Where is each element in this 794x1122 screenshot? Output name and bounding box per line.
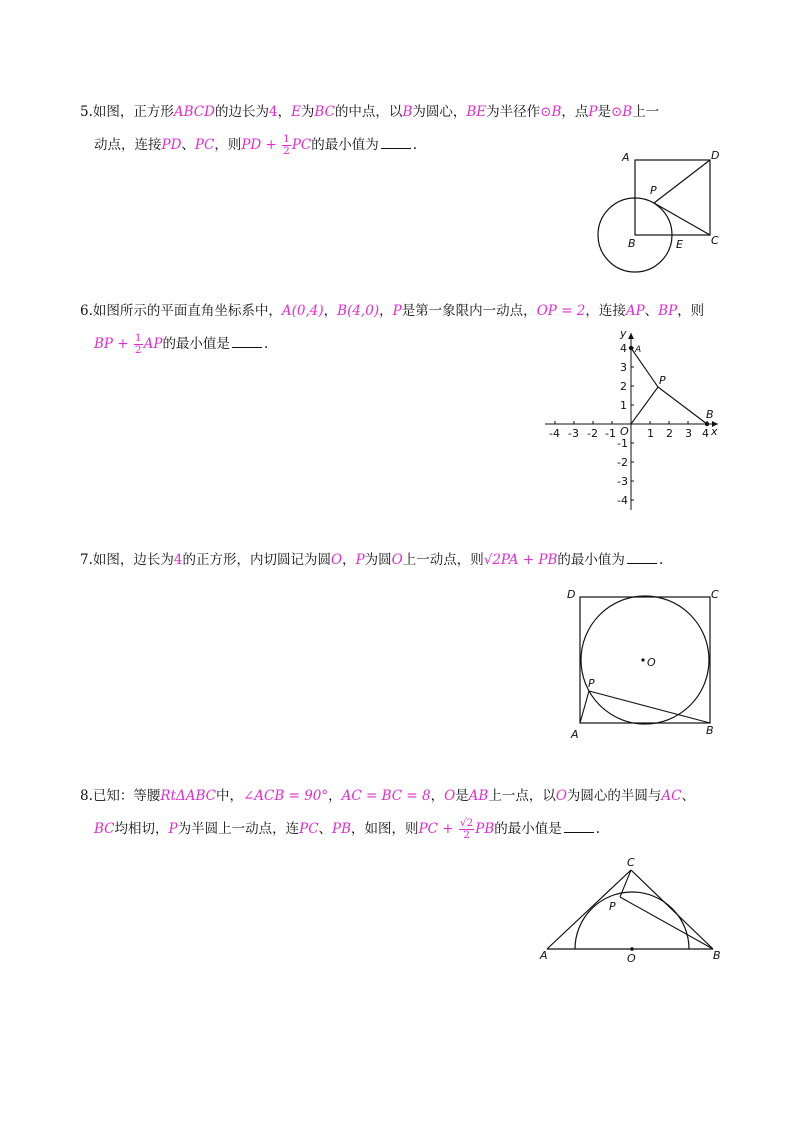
q6-figure [540,325,740,515]
q5-side: 4 [268,104,278,120]
q8-sep: ， [328,788,342,804]
q5-square: ABCD [173,104,215,120]
q6-x-tick-label: 2 [666,427,673,440]
q6-x-tick-label: 1 [647,427,654,440]
q5-point-b: B [622,104,633,120]
q6-x-tick-labels [549,427,709,440]
q5-expression: PD + [241,137,277,153]
q8-sep: ， [430,788,445,804]
q5-text: ， [277,104,292,120]
q5-text: 的边长为 [214,104,269,120]
q7-label-d: D [567,588,576,601]
q8-text: 是 [455,788,469,804]
q6-x-tick-label: 3 [685,427,692,440]
q6-y-tick-label: -1 [617,437,628,450]
q6-x-tick-label: -1 [605,427,616,440]
q7-point-o: O [330,552,343,568]
q8-fraction-num: √2 [459,817,474,829]
q8-center-dot [630,947,634,951]
q8-label-o: O [627,952,636,965]
q8-text: 上一点，以 [488,788,556,804]
q5-text: 为 [300,104,315,120]
q6-text: ，则 [677,303,705,319]
q5-label-e: E [676,238,683,251]
q8-label-c: C [627,856,635,869]
q5-label-b: B [628,237,636,250]
q7-figure [560,585,730,745]
q6-x-tick-label: -2 [587,427,598,440]
q8-label-p: P [609,900,616,913]
q5-sep: 、 [181,137,195,153]
q8-seg-pc-line [620,870,631,897]
q5-label-c: C [711,234,719,247]
q6-seg-ap: AP [625,303,645,319]
q5-seg-pc-line [654,203,710,235]
q5-expression: PC [291,137,312,153]
q5-seg-bc: BC [314,104,335,120]
q6-line2 [94,333,268,356]
q5-circle-symbol: ⊙ [610,104,623,120]
q6-sep: ， [323,303,338,319]
q6-label-a: A [635,345,642,355]
q5-answer-blank [381,136,411,149]
q8-seg-bc: BC [94,821,115,837]
q6-y-tick-label: -2 [617,456,628,469]
q6-point-b: B(4,0) [337,303,380,319]
q6-label-b: B [706,408,714,421]
q7-number: 7. [80,552,93,568]
q8-expression: PB [475,821,495,837]
q6-label-o: O [620,425,629,438]
q5-text: 上一 [632,104,660,120]
q8-seg-pc: PC [299,821,319,837]
q7-sep: ， [342,552,356,568]
q5-period: . [412,137,418,153]
q7-label-o: O [647,656,656,669]
q6-fraction [134,333,143,356]
q8-text: ，如图，则 [351,821,419,837]
q5-line2 [94,134,417,157]
q8-period: . [595,821,601,837]
q8-text: 为半圆上一动点，连 [177,821,300,837]
q5-point-p: P [588,104,598,120]
q6-fraction-den: 2 [134,344,142,356]
q6-seg-bp-line [658,387,707,424]
q5-label-a: A [622,151,630,164]
q8-sep: 、 [318,821,333,837]
q6-y-tick-label: -3 [617,475,628,488]
q6-seg-op-line [631,387,658,424]
q8-text: 均相切， [114,821,169,837]
q7-label-a: A [571,728,579,741]
q8-label-b: B [713,949,721,962]
q8-expression: PC + [418,821,454,837]
q6-sep: ， [379,303,393,319]
q6-text: 的最小值是 [162,336,230,352]
q5-figure [590,145,790,285]
q6-period: . [263,336,269,352]
q7-text: 为圆 [364,552,392,568]
q8-text: 为圆心的半圆与 [566,788,662,804]
q5-text: 是 [597,104,611,120]
q8-sep: 、 [681,788,696,804]
q7-incircle [581,596,709,724]
q6-dot-b [705,422,709,426]
q6-y-arrow [628,333,634,339]
q5-label-p: P [650,184,657,197]
q8-figure [535,852,735,972]
q5-seg-be: BE [466,104,487,120]
q7-seg-pb-line [589,691,710,723]
q7-label-b: B [706,724,714,737]
q6-x-tick-label: -4 [549,427,560,440]
q6-y-tick-label: 1 [620,399,627,412]
q7-answer-blank [627,551,657,564]
q8-lengths: AC = BC = 8 [341,788,431,804]
q5-fraction-num: 1 [283,133,290,145]
q5-circle-symbol: ⊙ [540,104,552,120]
q6-label-y: y [620,327,627,340]
q5-seg-pc: PC [194,137,215,153]
q8-angle: ∠ACB = 90° [242,788,329,804]
q7-text: 如图，边长为 [92,552,174,568]
q5-point-b: B [402,104,413,120]
q6-text: 是第一象限内一动点， [401,303,537,319]
q8-text: 的最小值是 [494,821,562,837]
q8-point-p: P [168,821,178,837]
q5-line1 [80,102,659,122]
q5-text: 的最小值为 [311,137,379,153]
q6-y-tick-label: 2 [620,380,627,393]
q6-point-a: A(0,4) [281,303,324,319]
q5-point-e: E [291,104,301,120]
q5-text: 如图，正方形 [92,104,174,120]
q6-text: 如图所示的平面直角坐标系中， [92,303,282,319]
q6-y-tick-label: -4 [617,494,628,507]
q8-seg-ab: AB [468,788,489,804]
q6-point-p: P [392,303,402,319]
q8-seg-ac: AC [661,788,682,804]
q5-square-shape [635,160,710,235]
q6-expression: AP [143,336,163,352]
q6-seg-bp: BP [658,303,678,319]
q5-text: ，则 [214,137,242,153]
q5-label-d: D [711,149,720,162]
q8-point-o: O [444,788,456,804]
q7-text: 的最小值为 [557,552,625,568]
q5-number: 5. [80,104,93,120]
q8-answer-blank [564,820,594,833]
q6-line1 [80,301,704,321]
q6-y-tick-label: 4 [620,342,627,355]
q7-label-c: C [711,588,719,601]
q6-x-tick-label: -3 [568,427,579,440]
q8-point-o: O [555,788,567,804]
q7-square-shape [580,597,710,723]
q5-text: ，点 [561,104,589,120]
q6-label-p: P [659,374,666,387]
q5-seg-pd-line [654,160,710,203]
q7-text: 的正方形，内切圆记为圆 [182,552,331,568]
q8-text: 已知：等腰 [92,788,161,804]
q8-text: 中， [215,788,243,804]
q5-fraction-den: 2 [283,145,290,157]
q8-line1 [80,786,695,806]
q8-line2 [94,818,600,841]
q6-answer-blank [232,335,262,348]
q7-seg-pa-line [580,691,589,723]
q5-text: 动点，连接 [94,137,162,153]
q8-fraction-den: 2 [463,829,470,841]
q7-point-o: O [391,552,403,568]
q8-fraction [459,818,474,841]
q7-period: . [658,552,664,568]
q8-seg-pb: PB [332,821,352,837]
q8-semicircle [575,892,689,949]
q8-label-a: A [540,949,548,962]
q7-expression: √2PA + PB [483,552,558,568]
q7-side: 4 [173,552,183,568]
q7-center-dot [641,658,644,661]
q8-triangle: RtΔABC [160,788,216,804]
q6-sep: 、 [644,303,659,319]
q5-text: 为半径作 [486,104,541,120]
q7-point-p: P [355,552,365,568]
q6-label-x: x [711,425,718,438]
q7-label-p: P [588,677,595,690]
q6-dot-a [629,346,633,350]
q6-x-tick-label: 4 [702,427,709,440]
q7-line1 [80,550,663,570]
q5-text: 的中点，以 [334,104,403,120]
q6-op: OP = 2 [536,303,586,319]
q6-text: ，连接 [585,303,626,319]
q6-fraction-num: 1 [134,332,142,344]
q5-fraction [282,134,291,157]
q5-point-b: B [551,104,562,120]
q7-text: 上一动点，则 [402,552,484,568]
q6-y-tick-label: 3 [620,361,627,374]
q5-text: 为圆心， [412,104,467,120]
q5-seg-pd: PD [161,137,182,153]
q6-expression: BP + [94,336,129,352]
q6-number: 6. [80,303,93,319]
q8-number: 8. [80,788,93,804]
q8-seg-ac-line [547,870,631,949]
